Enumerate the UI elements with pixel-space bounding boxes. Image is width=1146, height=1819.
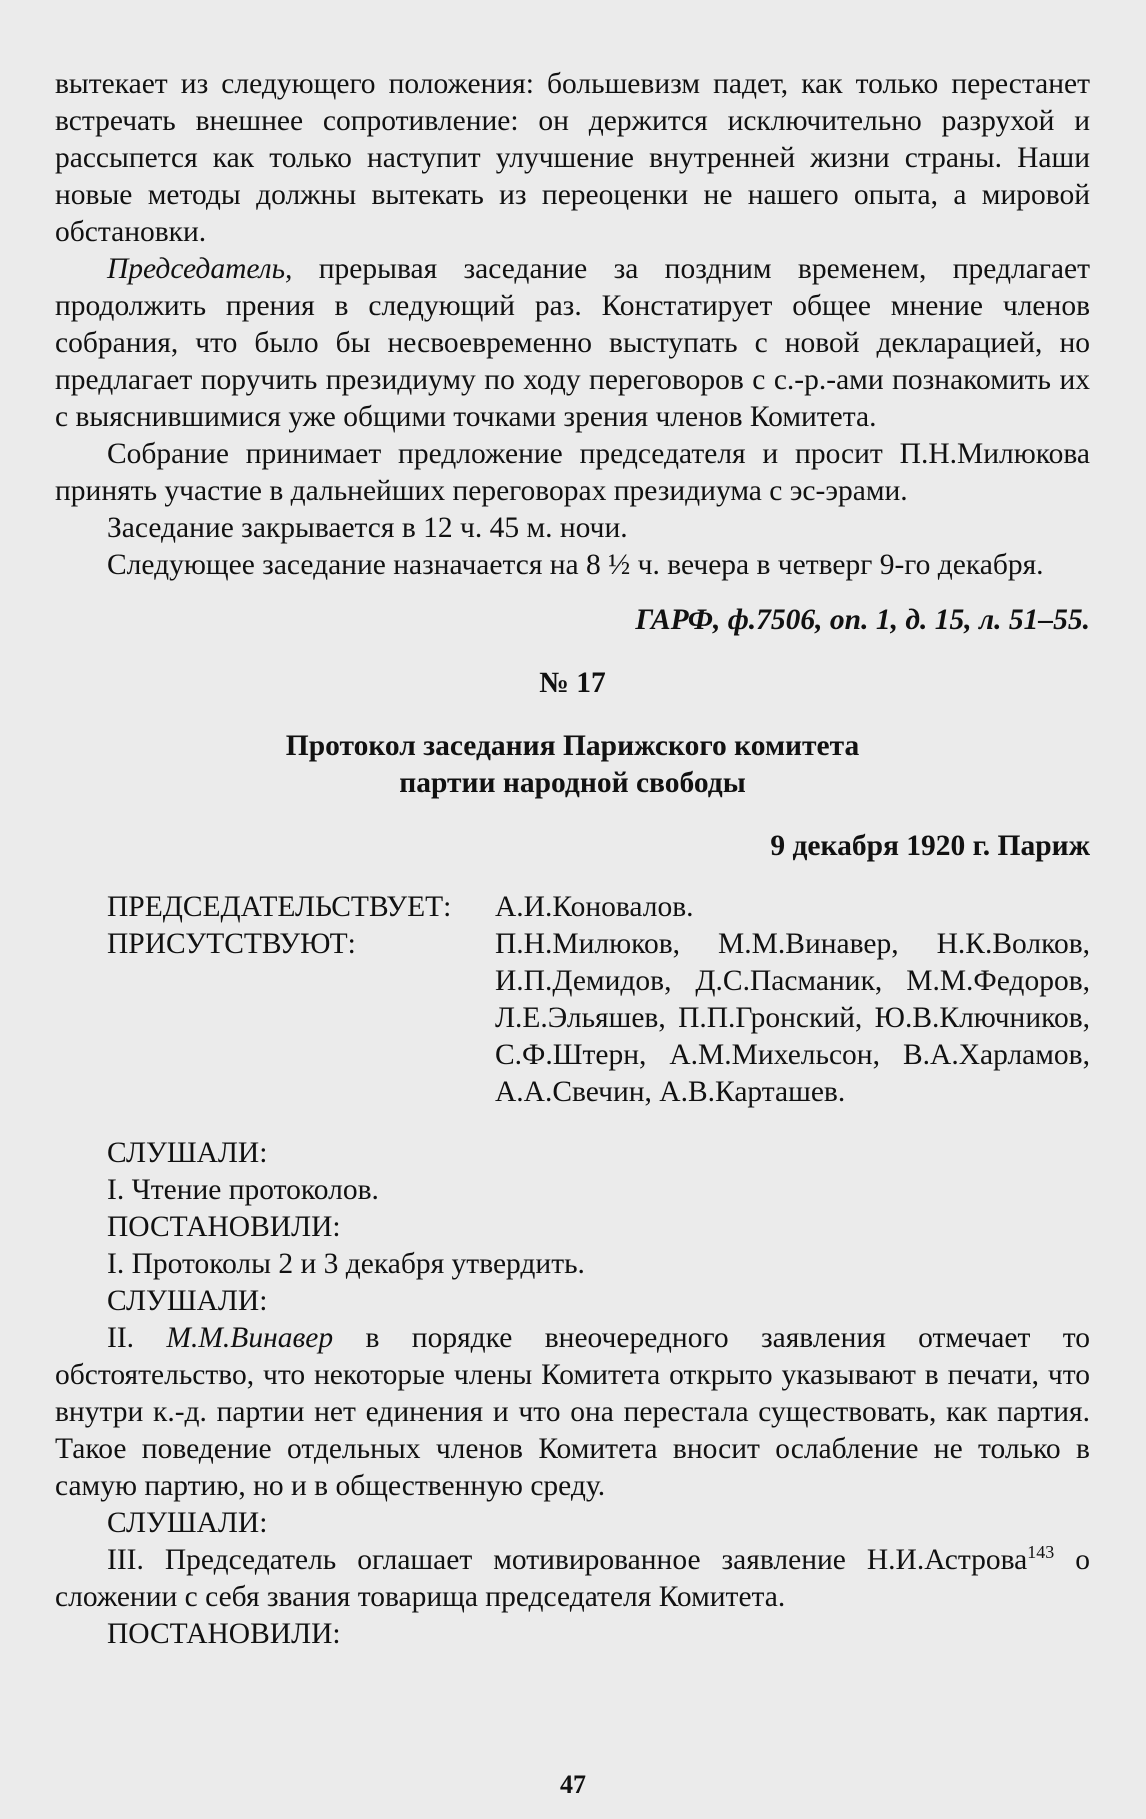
present-label: ПРИСУТСТВУЮТ: — [107, 928, 356, 960]
agenda-item: I. Протоколы 2 и 3 декабря утвердить. — [107, 1248, 585, 1280]
resolved-label: ПОСТАНОВИЛИ: — [107, 1618, 341, 1650]
page-number: 47 — [560, 1770, 586, 1799]
date-place: 9 декабря 1920 г. Париж — [770, 830, 1090, 862]
agenda — [55, 1135, 1090, 1653]
agenda-item: II. М.М.Винавер в порядке внеочередного заявления отмечает то обстоятельство, что некоторые члены Комитета открыто указывают в печати, что внутри к.-д. партии нет единения и что она перестала существовать, как партия. Такое поведение отдельных членов Комитета вносит ослабление не только в самую партию, но и в общественную среду. — [55, 1322, 1090, 1502]
paragraph: Председатель, прерывая заседание за поздним временем, предлагает продолжить прения в следующий раз. Констатирует общее мнение членов собрания, что было бы несвоевременно выступать с новой декларацией, но предлагает поручить президиуму по ходу переговоров с с.-р.-ами познакомить их с выяснившимися уже общими точками зрения членов Комитета. — [55, 253, 1090, 433]
agenda-item: III. Председатель оглашает мотивированное заявление Н.И.Астрова$^{143}$ о сложении с себя звания товарища председателя Комитета. — [55, 1542, 1091, 1613]
text-column — [55, 66, 1090, 1653]
chair-label: ПРЕДСЕДАТЕЛЬСТВУЕТ: — [107, 891, 452, 923]
archive-source: ГАРФ, ф.7506, оп. 1, д. 15, л. 51–55. — [635, 604, 1090, 636]
paragraph: Собрание принимает предложение председателя и просит П.Н.Милюкова принять участие в дальнейших переговорах президиума с эс-эрами. — [55, 438, 1090, 507]
attendance-block — [55, 889, 1090, 1111]
document-title: Протокол заседания Парижского комитета партии народной свободы — [285, 730, 860, 799]
chair-value: А.И.Коновалов. — [495, 891, 694, 923]
document-number: № 17 — [539, 667, 606, 699]
speaker-name: М.М.Винавер — [166, 1322, 334, 1354]
agenda-item: I. Чтение протоколов. — [107, 1174, 379, 1206]
heard-label: СЛУШАЛИ: — [107, 1137, 268, 1169]
paragraph: Следующее заседание назначается на 8 ½ ч. вечера в четверг 9-го декабря. — [107, 549, 1044, 581]
heard-label: СЛУШАЛИ: — [107, 1507, 268, 1539]
resolved-label: ПОСТАНОВИЛИ: — [107, 1211, 341, 1243]
paragraph: Заседание закрывается в 12 ч. 45 м. ночи. — [107, 512, 628, 544]
speaker-name: Председатель, — [107, 253, 293, 285]
footnote-marker: 143 — [1027, 1542, 1055, 1563]
heard-label: СЛУШАЛИ: — [107, 1285, 268, 1317]
present-value: П.Н.Милюков, М.М.Винавер, Н.К.Волков, И.П.Демидов, Д.С.Пасманик, М.М.Федоров, Л.Е.Эльяшев, П.П.Гронский, Ю.В.Ключников, С.Ф.Штерн, А.М.Михельсон, В.А.Харламов, А.А.Свечин, А.В.Карташев. — [495, 928, 1090, 1108]
paragraph: вытекает из следующего положения: большевизм падет, как только перестанет встречать внешнее сопротивление: он держится исключительно разрухой и рассыпется как только наступит улучшение внутренней жизни страны. Наши новые методы должны вытекать из переоценки не нашего опыта, а мировой обстановки. — [55, 68, 1090, 248]
